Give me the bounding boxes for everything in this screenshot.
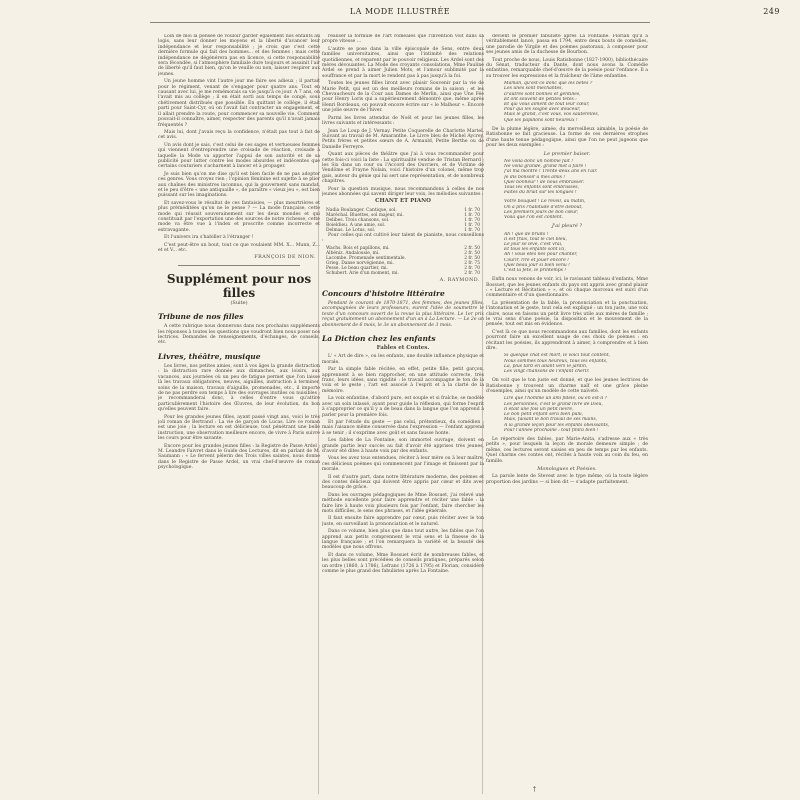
paragraph: Pour la question musique, nous recommandons à celles de nos jeunes abonnées qui savent diriger leur voix, les mélodies suivantes : [322, 186, 484, 197]
verse-line: D'autres sont bonnes et gentilles, [504, 91, 581, 97]
paragraph: De la plume légère, aimée, du merveilleux aimable, la poésie de Ratisbonne se fait gracieuse. La forme de ces dernières strophes d'une haute tenue pédagogique, ainsi que l'on ne peut jugeons que pour les deux exemples : [486, 126, 648, 149]
paragraph: Loin de moi la pensée de vouloir garder également nos enfants au logis, sans leur donner les moyens et la liberté d'avancer leur indépendance et leur responsabilité ; je crois que c'est cette dernière formule qui fait des hommes... et des femmes ; mais cette indépendance ne dégénérera pas en licence, si cette responsabilité sera fécondée, si l'atmosphère familiale dure toujours et assainit l'air de liberté qu'il faut bien, qu'on le veuille ou non, laisser respirer aux jeunes. [158, 34, 320, 77]
paragraph: Par la simple fable récitée, en effet, petite fille, petit garçon, apprennent à se bien rapprocher, en une attitude correcte, très franc, leurs idées, sans rigidité : le travail accompagne le ton de la voix et le geste ; l'art est associé à l'esprit et à la clarté de la mémoire. [322, 367, 484, 394]
verse-line: Ne voilà donc un homme fait ! [504, 158, 574, 164]
verse-line: Pour l'année prochaine : tout finira bien ! [504, 427, 599, 433]
verse-line: Quel bonheur ! de nous embrasser. [504, 179, 585, 185]
verse-line: Et ont souvent de petites têtes : [504, 96, 577, 102]
paragraph: La voix enfantine, d'abord pure, est souple et si fraîche, se modèle avec un soin inlassé, ayant pour guide la réflexion, qui forme l'esprit à s'approprier ce qu'il y a de beau dans la langue que l'on apprend à parler pour la première fois. [322, 396, 484, 418]
paragraph: C'est là ce que nous recommandons aux familles, dont les enfants pourront faire un excellent usage de ces choix de poèmes : en récitant les poésies, ils apprendront à aimer, à comprendre et à bien dire. [486, 329, 648, 352]
verse-line: Les personnes, c'est le grand livre de Dieu, [504, 401, 603, 407]
paragraph: Parmi les livres attendus de Noël et pour les jeunes filles, les livres suivants et intéressants : [322, 115, 484, 127]
paragraph: devient le premier fabuliste après La Fontaine. Florian qu'il a véritablement lancé, passa en 1794, entre deux bouts de comédies, une parodie de Virgile et des poèmes pastoraux, à composer pour ses jeunes amis de la duchesse de Bourbon. [486, 34, 648, 56]
music-item: Schubert. Arie d'un moment, mi. 2 fr. 70 [326, 270, 480, 276]
verse-line: Mais, faisant le bon travail de ses mains, [504, 417, 598, 423]
paragraph: Enfin nous venons de voir, ici, le ravissant tableau d'enfants, Mme Bossuet, que les jeunes enfants du pays ont appris avec grand plaisir : « Lecture et Récitation » », et où chaque morceau est suivi d'un commentaire et d'un questionnaire. [486, 277, 648, 299]
column-1 [158, 34, 320, 794]
verse-line: Que les papillons sont heureux ! [504, 117, 578, 123]
music-item: Delibes. Trois chansons, sol. 1 fr. 70 [326, 217, 480, 223]
paragraph: Pour les grandes jeunes filles, ayant passé vingt ans, voici le très joli roman de Bertrand : La vie de garçon de Lucas. Lire ce roman est une joie ; la lecture en est délicieuse, tout pénétrant une belle instruction, une observation meilleure encore, de vivre à Paris suivre les cours pour être savante. [158, 414, 320, 442]
poem-excerpt [486, 199, 648, 220]
verse-line: Ah ! que de bruits ! [504, 231, 549, 237]
poem-title: J'ai pleuré ? [551, 223, 583, 230]
paragraph: L' « Art de dire », ou les enfants, une double influence physique et morale. [322, 354, 484, 365]
paragraph: Et l'univers ira s'habiller à l'étranger ! [164, 235, 254, 241]
paragraph: Les livres, nos petites amies, sont à vos âges la grande distraction : la distraction rare donnée aux dimanches, aux loisirs, aux vacances, aux journées où un peu de fatigue permet que l'on laisse là les travaux obligatoires, neuves, aiguilles, instruction à terminer, soins de la maison, travaux d'aiguille, promenades, etc., il importe de ne pas perdre son temps à lire des ouvrages inutiles ou nuisibles ; je recommanderai donc, à celles d'entre vous qu'attire particulièrement l'histoire des Œuvres, de leur évolution, du bon qu'elles peuvent faire. [158, 363, 320, 413]
paragraph: Il faut ensuite faire apprendre par cœur, puis réciter avec le ton juste, en surveillant la prononciation et le naturel. [322, 516, 484, 527]
verse-line: Le jour se lève, c'est vrai, [504, 241, 563, 247]
diction-heading: La Diction chez les enfants [322, 334, 436, 344]
paragraph: Jean Le Loup de J. Vernay. Petite Coquerelle de Charlotte Martel. Suivant au travail de M. Amaranthe. Le Livre bleu de Michel Aycrey, Petits frères et petites sœurs de A. Armauld, Petite Berthe ou de Danielle Ferreyre. [322, 128, 484, 150]
music-item: Delmas. Le Lotus, sol. 1 fr. 70 [326, 227, 480, 233]
verse-line: Le bon petit enfant sera bien puni, [504, 412, 584, 418]
verse-line: Pour qui les soigne avec douceur, [504, 107, 581, 113]
paragraph: Et par l'étude du geste — pas celui, prétentieux, du comédien ; mais l'aisance même conservée dans l'expression — l'enfant apprend à se tenir ; il s'exprime avec goût et sans fausse honte. [322, 419, 484, 436]
column-2 [322, 34, 484, 794]
verse-line: Quel beau jour si bien venu ! [504, 262, 570, 268]
paragraph: Les fables de La Fontaine, son immortel ouvrage, doivent en grande partie leur succès au fait d'avoir été apprises très jeunes, d'avoir été dites à haute voix par des enfants. [322, 438, 484, 454]
supplement-subtitle: (Suite) [230, 299, 248, 306]
column-3 [486, 34, 648, 794]
music-item: Wachs. Bois et papillons, mi. 2 fr. 50 [326, 245, 480, 251]
verse-line: Mais le grand, c'est vous, vos sauterelles, [504, 112, 600, 118]
tribune-heading: Tribune de nos filles [158, 312, 244, 322]
verse-line: J'ai ma montre ! Trente-deux ans en l'air. [504, 169, 598, 175]
concours-heading: Concours d'histoire littéraire [322, 289, 445, 298]
verse-line: Si quelque chat est mort, le voici tout content, [504, 353, 611, 359]
paragraph: Un avis dont je sais, c'est celui de ces sages et vertueuses femmes qui viennent d'entreprendre une croisade de réaction, croisade à laquelle la Mode va apporter l'appui de son autorité et de sa publicité pour lutter contre les modes absurdes et indécentes que certains couturiers s'acharnent à lancer et à propager. [158, 142, 320, 170]
verse-line: Votre bouquet ! Le réveil, au matin, [504, 199, 586, 205]
paragraph: Dans ce volume, bien plus que dans tout autre, les fables que l'on apprend aux petits comprennent le vrai sens et la finesse de la langue française ; et l'on remarquera la variété et la beauté des modèles que nous offrons. [322, 529, 484, 551]
verse-line: Les vingt chansons de l'enfant chérir. [504, 369, 590, 375]
supplement-title: Supplément pour nos filles [166, 271, 312, 300]
signature: A. RAYMOND. [439, 277, 480, 283]
paragraph: Tout proche de nous, Louis Ratisbonne (1827-1900), bibliothécaire du Sénat, traducteur du Dante, dont nous avons la Comédie enfantine, remarquable chef-d'œuvre de la poésie pour l'enfance. Il a su trouver les expressions et la fraîcheur de l'âme enfantine. [486, 57, 648, 79]
paragraph: Pendant le courant de 1870-1871, des femmes, des jeunes filles, accompagnées de leurs professeurs, eurent l'idée de soumettre le texte d'un concours ouvert de la revue la plus littéraire. Le 1er prix reçut gratuitement un abonnement d'un an à La Lecture. — Le 2e un abonnement de 6 mois, le 3e un abonnement de 3 mois. [322, 301, 484, 328]
paragraph: réaliser la formule de l'art roméales que l'invention voit dans sa propre vitesse ... [322, 34, 484, 45]
verse-line: Tous les enfants sont embrassés, [504, 184, 580, 190]
poem-title: Le premier baiser. [543, 150, 591, 157]
signature: FRANÇOIS DE NION. [254, 255, 316, 261]
music-heading: CHANT ET PIANO [375, 198, 431, 205]
verse-line: Lire que l'homme un ami fidèle, où en est-il ? [504, 396, 608, 402]
paragraph: Quant aux pièces de théâtre que j'ai à vous recommander pour cette fois-ci voici la liste : La spiritualité vendue de Tristan Bernard ; les Six dans un cour ou l'Accord des Ouvriers, et de Victime de Vendôme et Frayne Nolain, voici l'histoire d'un colonel, même trop gais, auteur du génie qui lui sert une représentation, et de nombreux chapitres. [322, 152, 484, 185]
piano-list [322, 246, 484, 276]
paragraph: Encore pour les grandes jeunes filles : la Registre de Passe Ardel ; M. Leandre Faivret dans le Guide des Lectures, dit en parlant de M. Saumann : « Le fervent pèlerin des Trois villes saintes, nous donne dans le Registre de Passe Ardel, un vrai chef-d'œuvre de roman psychologique. [158, 443, 320, 471]
paragraph: Pour celles qui ont cultivé leur talent de pianiste, nous conseillons : [322, 232, 484, 244]
paragraph: Le répertoire des fables, par Marie-Anita, s'adresse aux « très petits », pour lesquels la leçon de morale demeure simple ; de même, ces lectures seront saisies en peu de temps par les enfants. Quel charme ces contes ont, récités à haute voix au coin du feu, en famille. [486, 436, 648, 464]
verse-line: On a pris l'habitude d'être debout, [504, 204, 583, 210]
verse-line: Maman, qu'est-ce donc que les bêtes ? [504, 81, 593, 87]
fables-heading: Fables et Contes. [376, 345, 430, 352]
poem-excerpt [486, 232, 648, 274]
poem-excerpt [486, 396, 648, 432]
music-list [322, 208, 484, 233]
header-rule [150, 22, 650, 23]
poem-excerpt [486, 81, 648, 123]
paragraph: On voit que le ton juste est donné, et que les jeunes lectrices de Ratisbonne y trouvent un charme naïf et une grâce pleine d'exemples, ainsi qu'un modèle de cette naïveté. [486, 378, 648, 395]
paragraph: La parole lente de Stevest avec le type même, où la toute légère proportion des jardins — si bien dit — s'adapte parfaitement. [486, 474, 648, 485]
paragraph: Un jeune homme vint l'autre jour me faire ses adieux ; il partait pour le régiment, venant de s'engager pour quatre ans. Tout en causant avec lui, je me remémorais sa vie jusqu'à ce jour. A 7 ans, on l'avait mis au collège ; il en était sorti aux temps de congé, sous chétivement distribués que possible. En quittant le collège, il était parti pour Saint-Cyr, où on l'avait fait contracter un engagement, et il allait prendre la route, pour commencer sa nouvelle vie. Comment pouvait-il connaître, aimer, respecter des parents qu'il n'avait jamais fréquentés ? [158, 79, 320, 128]
verse-line: Et qui vous aiment de tout leur cœur, [504, 102, 590, 108]
paragraph: Vous les avez tous entendues, réciter à leur mère ou à leur maître, ces délicieux poèmes qui commencent par l'image et finissent par la morale. [322, 456, 484, 473]
paragraph: Mais lui, dont j'avais reçu la confidence, n'était pas tout à fait de cet avis. [158, 129, 320, 141]
verse-line: Là, plus tard en allant vers le jardin, [504, 363, 588, 369]
verse-line: Il est frais, tout le ciel bleu, [504, 236, 567, 242]
verse-line: Les unes sont méchantes, [504, 86, 563, 92]
col1-paragraphs [158, 34, 320, 253]
verse-line: C'est la fête, le printemps ! [504, 267, 567, 273]
livres-heading: Livres, théâtre, musique [158, 351, 261, 361]
page-number: 249 [763, 7, 780, 16]
paragraph: Il est d'autre part, dans notre littérature moderne, des poèmes et des contes délicieux qui doivent être appris par cœur et dits avec beaucoup de grâce. [322, 474, 484, 491]
paragraph: Dans les ouvrages pédagogiques de Mme Bossuet, j'ai relevé une méthode excellente pour faire apprendre et réciter une fable : la faire lire à haute voix plusieurs fois par l'enfant, faire chercher les mots difficiles, le sens des phrases, et l'idée générale. [322, 492, 484, 514]
music-item: Grieg. Danse norvégienne, mi. 2 fr. 75 [326, 260, 480, 266]
music-item: Albéniz. Andalousie, mi. 2 fr. 50 [326, 250, 480, 256]
verse-line: Voilà que l'on est content. [504, 214, 564, 220]
poem-excerpt [486, 353, 648, 374]
tribune-text: A cette rubrique nous donnerons dans nos prochains suppléments les réponses à toutes les questions que voudront bien nous poser nos lectrices. Demandes de renseignements, d'échanges, de conseils, etc. [158, 324, 320, 346]
verse-line: Courir, rire et jouer encore ! [504, 257, 569, 263]
verse-line: Ne voilà grande, grand mot à faire ! [504, 164, 587, 170]
verse-line: Faites du bruit sur les longues ! [504, 190, 577, 196]
verse-line: Ah ! vous êtes nés pour chanter, [504, 252, 578, 258]
verse-line: Je dis bonsoir à mes amis ! [504, 174, 566, 180]
paragraph: Et savez-vous le résultat de ces fantaisies, — plus meurtrières et plus préméditées qu'on ne le pense ? — La mode française, cette mode qui réussit souverainement sur les deux mondes et qui constituait par l'exportation une des sources de notre richesse, cette mode va être vue à l'index et proscrite comme incorrecte et extravagante. [158, 200, 320, 233]
footer-mark: † [533, 786, 536, 793]
music-item: Maréchal. Bluettes, sol majeur, mi. 1 fr. 70 [326, 212, 480, 218]
section-rule [178, 265, 300, 266]
verse-line: Et tous les enfants sont ici, [504, 247, 566, 253]
music-item: Boieldieu. A une amie, sol. 1 fr. 70 [326, 222, 480, 228]
music-item: Pesse. Le beau quartier, mi. 2 fr. 70 [326, 265, 480, 271]
verse-line: Il était une fois un petit lièvre, [504, 406, 574, 412]
music-item: Lacombe. Promenade sentimentale. 2 fr. 50 [326, 255, 480, 261]
paragraph: Et dans ce volume, Mme Bossuet écrit de nombreuses fables, et les plus belles sont précédées de conseils pratiques, préparés selon un ordre (1860, à 1786), Lefranc (1726 à 1795) et Florian, considéré comme le plus grand des fabulistes après La Fontaine. [322, 552, 484, 575]
page-header [150, 7, 780, 21]
verse-line: A la grande leçon pour les enfants obéissants, [504, 422, 610, 428]
music-item: Nadia Boulanger. Cantique, sol. 1 fr. 70 [326, 207, 480, 213]
paragraph: Je suis bien qu'on me dise qu'il est bien facile de ne pas adopter ces genres. Vous croyez rien ; l'opinion féminine est sujette à se plier aux chaînes des ministres inconnus, qui la gouvernent sans mandat, et le peu d'être « une antiquaille », de paraître « vieux jeu », est bien puissant sur les imaginations. [158, 171, 320, 199]
magazine-title: LA MODE ILLUSTRÉE [349, 7, 451, 16]
verse-line: Nous sommes tous heureux, tous les enfants, [504, 358, 608, 364]
paragraph: L'autre se pose dans la ville épiscopale de Sens, entre deux familles universitaires, ainsi que l'intimité des relations quotidiennes, et reparent par le pouvoir religieux. Les Ardel sont des mères dévouantes. La Mode des croyants consolations, Mme Pauline Ardel se prend à aimer Julien Mots, et l'amour sublimité par la souffrance et par la mort le rendent pas à pas jusqu'à la foi. [322, 46, 484, 79]
section-subheading: Monologues et Poésies. [537, 465, 597, 472]
poem-excerpt [486, 159, 648, 195]
verse-line: Les premiers jours de bon cœur, [504, 209, 579, 215]
paragraph: Toutes les jeunes filles liront avec plaisir Souvenir par la vie de Marie Petit, qui est un des meilleurs romans de la saison ; et les Chevaucheurs de la Cour aux Dames de Merlin, ainsi que Une Fée pour Henry Loris qui a supérieurement démontré que, même après Henri Bordeaux, on pouvait encore écrire sur « le Malheur ». Encore une jolie œuvre de l'hiver. [322, 81, 484, 114]
paragraph: C'est peut-être un bout, tout ce que voulaient MM. X... Munn, Z... et et V... etc. [158, 242, 320, 254]
paragraph: La présentation de la fable, la prononciation et la ponctuation, l'intonation et le geste, tout cela est expliqué : un ton juste, une voix claire, nous en faisons un petit livre très utile aux mères de famille ; le vrai sens d'une poésie, la disposition et le mouvement de la pensée, tout est mis en évidence. [486, 300, 648, 328]
